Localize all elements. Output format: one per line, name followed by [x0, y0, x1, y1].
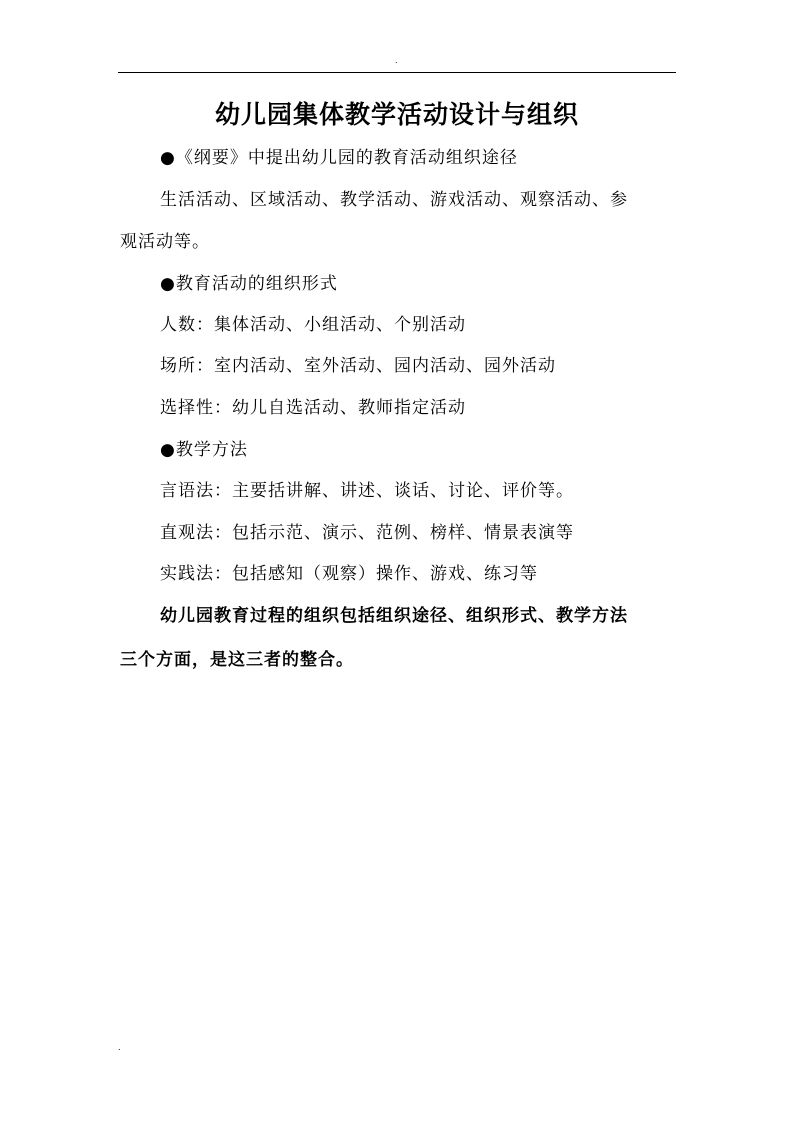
paragraph-line: 言语法：主要括讲解、讲述、谈话、讨论、评价等。	[160, 481, 574, 501]
bullet-heading-methods: ●教学方法	[160, 440, 248, 460]
paragraph-line: 场所：室内活动、室外活动、园内活动、园外活动	[160, 356, 556, 376]
bullet-heading-outline: ●《纲要》中提出幼儿园的教育活动组织途径	[160, 148, 518, 168]
summary-line: 幼儿园教育过程的组织包括组织途径、组织形式、教学方法	[160, 606, 628, 626]
paragraph-line: 实践法：包括感知（观察）操作、游戏、练习等	[160, 564, 538, 584]
header-rule	[118, 72, 676, 73]
footer-mark: .	[118, 1043, 121, 1052]
paragraph-line: 观活动等。	[120, 232, 210, 252]
bullet-heading-forms: ●教育活动的组织形式	[160, 274, 338, 294]
paragraph-line: 直观法：包括示范、演示、范例、榜样、情景表演等	[160, 523, 574, 543]
document-title: 幼儿园集体教学活动设计与组织	[214, 100, 579, 129]
paragraph-line: 选择性：幼儿自选活动、教师指定活动	[160, 398, 466, 418]
header-mark: .	[395, 56, 398, 65]
paragraph-line: 生活活动、区域活动、教学活动、游戏活动、观察活动、参	[160, 190, 628, 210]
paragraph-line: 人数：集体活动、小组活动、个别活动	[160, 315, 466, 335]
summary-line: 三个方面，是这三者的整合。	[120, 650, 354, 670]
